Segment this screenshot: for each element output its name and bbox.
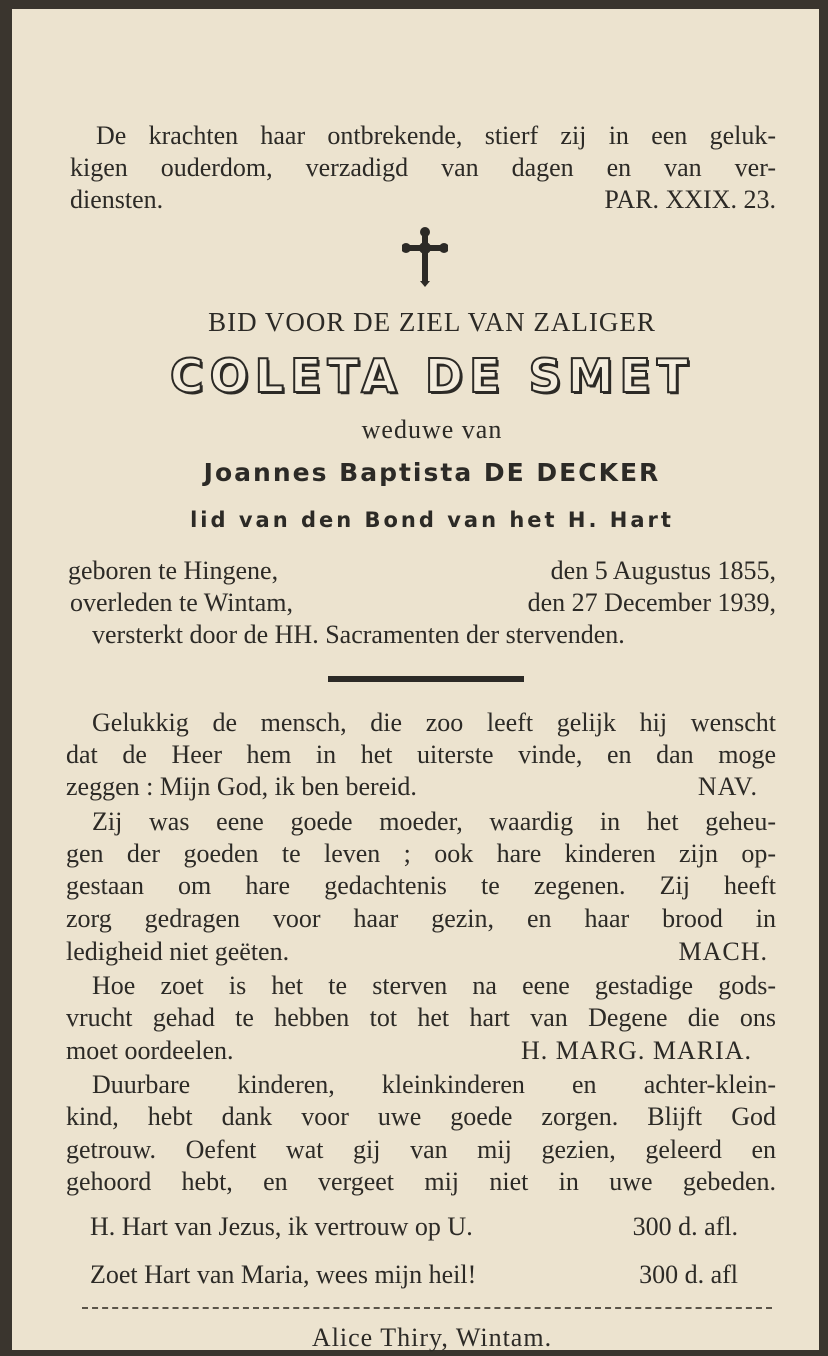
death-place: overleden te Wintam, xyxy=(70,588,294,617)
indulgence-2-text: Zoet Hart van Maria, wees mijn heil! xyxy=(90,1260,477,1289)
quote-2-line-5: ledigheid niet geëten. xyxy=(66,937,290,966)
spouse-name: Joannes Baptista DE DECKER xyxy=(203,458,661,487)
indulgence-2-value: 300 d. afl xyxy=(639,1260,738,1289)
quote-3-reference: H. MARG. MARIA. xyxy=(521,1036,752,1065)
indulgence-1-text: H. Hart van Jezus, ik vertrouw op U. xyxy=(90,1212,473,1241)
birth-date: den 5 Augustus 1855, xyxy=(550,556,776,585)
quote-2-line-4: zorg gedragen voor haar gezin, en haar brood in xyxy=(66,904,776,933)
section-divider xyxy=(328,676,524,682)
quote-1-line-1: Gelukkig de mensch, die zoo leeft gelijk hij wenscht xyxy=(92,708,776,737)
epigraph-line-2: kigen ouderdom, verzadigd van dagen en van ver- xyxy=(70,153,776,182)
indulgence-1-value: 300 d. afl. xyxy=(632,1212,738,1241)
printer-name: Alice Thiry, Wintam. xyxy=(311,1323,553,1352)
widow-of-label: weduwe van xyxy=(361,415,503,444)
quote-4-line-4: gehoord hebt, en vergeet mij niet in uwe gebeden. xyxy=(66,1167,776,1196)
quote-2-line-2: gen der goeden te leven ; ook hare kinderen zijn op- xyxy=(66,839,776,868)
quote-4-line-3: getrouw. Oefent wat gij van mij gezien, geleerd en xyxy=(66,1135,776,1164)
epigraph-line-3: diensten. xyxy=(70,185,164,214)
membership-line: lid van den Bond van het H. Hart xyxy=(190,508,674,532)
quote-1-line-3: zeggen : Mijn God, ik ben bereid. xyxy=(66,772,417,801)
quote-2-reference: MACH. xyxy=(678,937,768,966)
epigraph-reference: PAR. XXIX. 23. xyxy=(604,185,776,214)
deceased-name: COLETA DE SMET xyxy=(169,349,695,403)
footer-divider xyxy=(82,1307,772,1309)
quote-1-line-2: dat de Heer hem in het uiterste vinde, en dan moge xyxy=(66,740,776,769)
quote-3-line-2: vrucht gehad te hebben tot het hart van Degene die ons xyxy=(66,1003,776,1032)
death-date: den 27 December 1939, xyxy=(527,588,776,617)
quote-4-line-2: kind, hebt dank voor uwe goede zorgen. Blijft God xyxy=(66,1102,776,1131)
quote-2-line-1: Zij was eene goede moeder, waardig in het geheu- xyxy=(92,807,776,836)
quote-3-line-1: Hoe zoet is het te sterven na eene gestadige gods- xyxy=(92,971,776,1000)
epigraph-line-1: De krachten haar ontbrekende, stierf zij in een geluk- xyxy=(96,121,776,150)
sacraments-line: versterkt door de HH. Sacramenten der stervenden. xyxy=(92,620,625,649)
quote-3-line-3: moet oordeelen. xyxy=(66,1036,234,1065)
cross-icon xyxy=(402,227,448,287)
birth-place: geboren te Hingene, xyxy=(68,556,279,585)
quote-4-line-1: Duurbare kinderen, kleinkinderen en achter-klein- xyxy=(92,1070,776,1099)
quote-1-reference: NAV. xyxy=(697,772,758,801)
prayer-intro: BID VOOR DE ZIEL VAN ZALIGER xyxy=(208,307,656,337)
quote-2-line-3: gestaan om hare gedachtenis te zegenen. Zij heeft xyxy=(66,871,776,900)
